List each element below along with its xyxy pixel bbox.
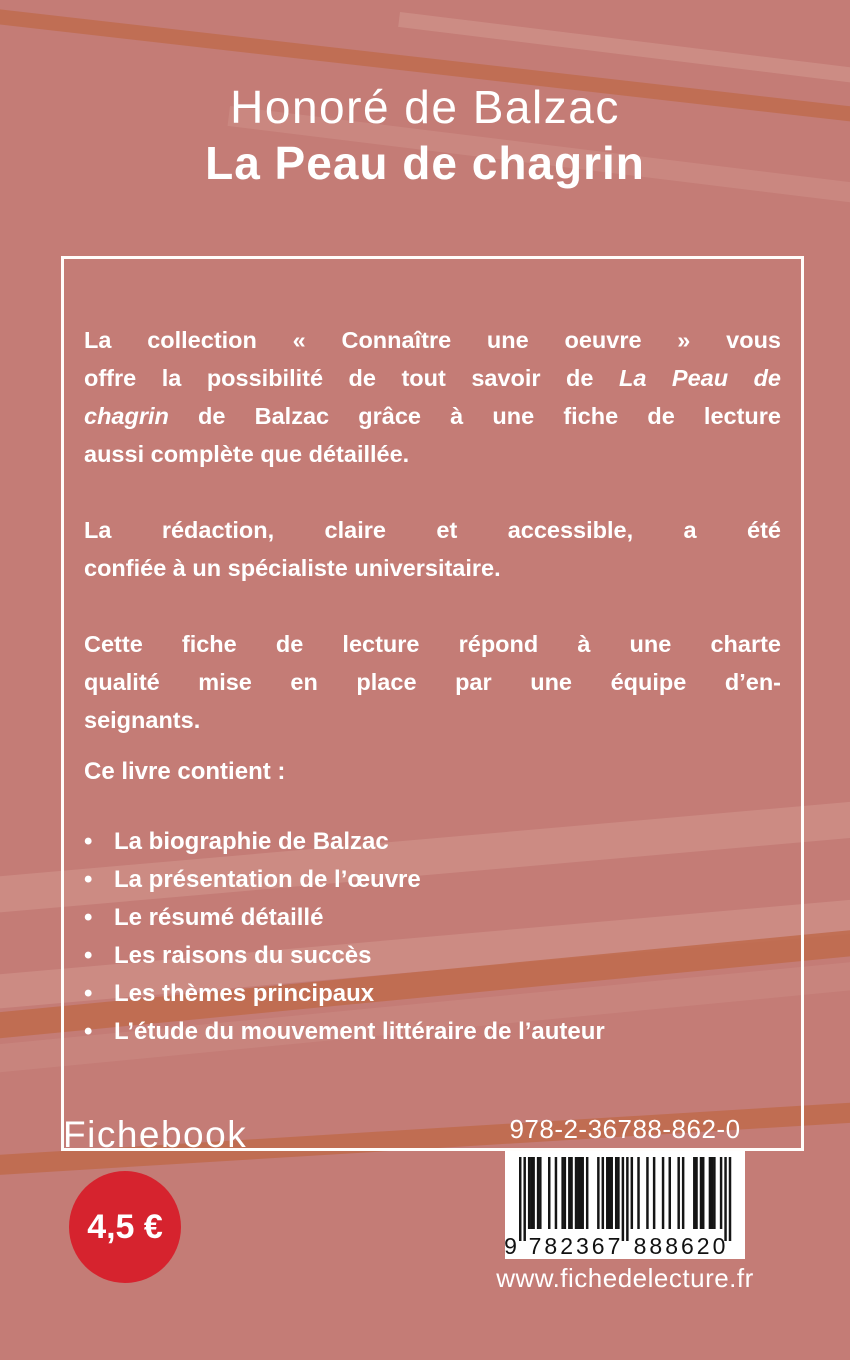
publisher-label: Fichebook [63, 1114, 248, 1155]
blurb-paragraph: La collection « Connaître une oeuvre » vous offre la possibilité de tout savoir de La Peau de chagrin de Balzac grâce à une fiche de lecture aussi complète que détaillée. [84, 327, 782, 467]
bullet-icon: • [84, 980, 93, 1007]
isbn-label: 978-2-36788-862-0 [509, 1114, 741, 1144]
blurb-box [61, 256, 804, 1151]
ean13-barcode [505, 1151, 745, 1259]
contents-bullet-list [84, 823, 781, 1051]
bullet-item: • Le résumé détaillé [84, 899, 781, 937]
bullet-item: • Les thèmes principaux [84, 975, 781, 1013]
book-title: La Peau de chagrin [205, 137, 645, 189]
bullet-item: • L’étude du mouvement littéraire de l’auteur [84, 1013, 781, 1051]
bullet-icon: • [84, 904, 93, 931]
blurb-paragraph: Cette fiche de lecture répond à une charte qualité mise en place par une équipe d’en- seignants. [84, 631, 781, 733]
svg-text:9: 9 [505, 1233, 520, 1259]
bullet-icon: • [84, 866, 93, 893]
price-label: 4,5 € [87, 1207, 163, 1246]
bullet-item: • La présentation de l’œuvre [84, 861, 781, 899]
price-badge [69, 1171, 181, 1283]
blurb-paragraphs [84, 321, 781, 739]
bullet-icon: • [84, 828, 93, 855]
svg-text:888620: 888620 [633, 1233, 729, 1259]
contents-heading: Ce livre contient : [84, 758, 286, 785]
author-name: Honoré de Balzac [230, 81, 620, 133]
svg-text:782367: 782367 [528, 1233, 624, 1259]
website-label: www.fichedelecture.fr [496, 1263, 754, 1293]
bullet-icon: • [84, 1018, 93, 1045]
bullet-item: • Les raisons du succès [84, 937, 781, 975]
blurb-paragraph: La rédaction, claire et accessible, a été confiée à un spécialiste universitaire. [84, 517, 781, 581]
bullet-icon: • [84, 942, 93, 969]
bullet-item: • La biographie de Balzac [84, 823, 781, 861]
